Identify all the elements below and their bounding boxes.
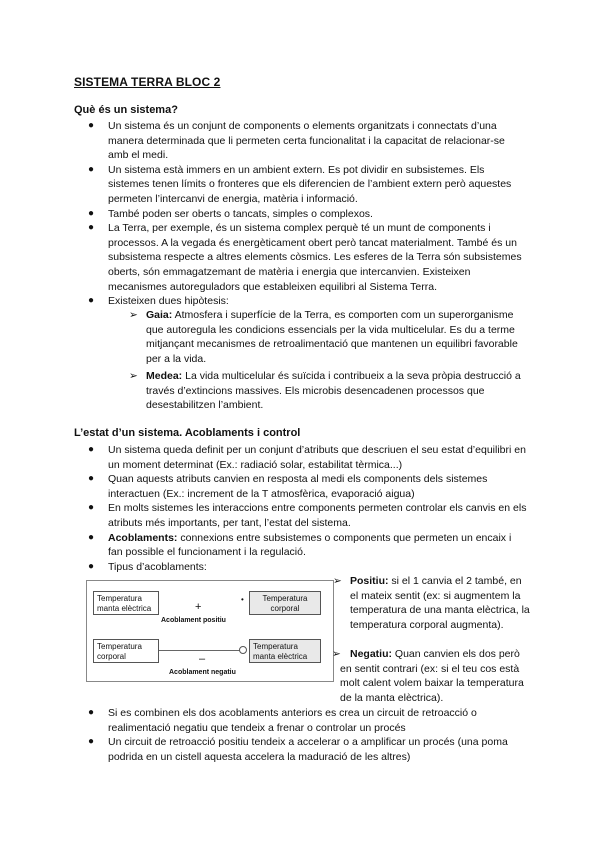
gaia-term: Gaia: [146,309,173,321]
arrow-dot-icon: • [241,595,244,604]
coupling-diagram [86,580,334,682]
list-item [88,560,528,575]
list-item: ● Un sistema queda definit per un conjunt d’atributs que descriuen el seu estat d’equilibri en un moment determinat (Ex.: radiació solar, estabilitat tèrmica...) [88,444,526,471]
arrow-bullet-icon: ➢ [129,309,138,321]
list-item: ● Si es combinen els dos acoblaments anteriors es crea un circuit de retroacció o realimentació negatiu que tendeix a frenar o controlar un procés [88,707,477,734]
list-item: ● Un circuit de retroacció positiu tendeix a accelerar o a amplificar un procés (una poma podrida en un cistell aquesta accelera la maduració de les altres) [88,736,508,763]
list-item: ● Un sistema és un conjunt de components o elements organitzats i connectats d’una manera determinada que li permeten certa funcionalitat i la capacitat de relacionar-se amb el medi. [88,120,505,162]
plus-sign: + [195,601,202,613]
acoblaments-term: Acoblaments: [108,531,178,544]
list-item [88,531,528,560]
negative-coupling-text [332,647,530,705]
arrow-bullet-icon: ➢ [129,370,138,382]
bullet-icon: ● [88,163,95,175]
negatiu-term: Negatiu: [350,648,392,660]
document-title: SISTEMA TERRA BLOC 2 [74,75,221,89]
bullet-icon: ● [88,707,95,718]
minus-sign: – [199,653,206,665]
section-heading-state: L’estat d’un sistema. Acoblaments i control [74,427,301,439]
system-bullet-list [88,119,528,309]
section-heading-system: Què és un sistema? [74,104,178,116]
bullet-icon: ● [88,560,95,572]
diagram-box-body-temp-2: Temperatura corporal [93,639,159,663]
list-item: ● La Terra, per exemple, és un sistema complex perquè té un munt de components i processos. A la vegada és energèticament obert però tancat materialment. També és un subsistema respecte a altres elements còsmics. Les esferes de la Terra són subsistemes oberts, són emmagatzemant de matèria i energia que intercanvien. Existeixen mecanismes autoreguladors que estableixen equilibri al Sistema Terra. [88,222,522,293]
connector-line [159,650,243,651]
negative-coupling-label: Acoblament negatiu [169,669,236,676]
list-item: ● En molts sistemes les interaccions entre components permeten controlar els canvis en els atributs més importants, per tant, l’estat del sistema. [88,502,527,529]
bullet-icon: ● [88,120,95,131]
tipus-label: Tipus d’acoblaments: [108,560,207,573]
bullet-icon: ● [88,222,95,234]
state-bullet-list [88,443,528,574]
diagram-box-blanket-temp: Temperatura manta elèctrica [93,591,159,615]
bullet-icon: ● [88,207,95,219]
medea-hypothesis [129,369,526,413]
positiu-description: si el 1 canvia el 2 també, en el mateix sentit (ex: si augmentem la temperatura de una manta elèctrica, la temperatura corporal augmenta). [350,575,530,631]
positive-coupling-label: Acoblament positiu [161,617,226,624]
gaia-hypothesis [129,308,526,366]
acoblaments-description: connexions entre subsistemes o components que permeten un encaix i fan possible el funcionament i la regulació. [108,531,512,559]
list-item: ● Existeixen dues hipòtesis: [88,295,229,308]
list-item: ● Quan aquests atributs canvien en resposta al medi els components dels sistemes interactuen (Ex.: increment de la T atmosfèrica, evaporació aigua) [88,473,488,500]
diagram-box-blanket-temp-2: Temperatura manta elèctrica [249,639,321,663]
list-item: ● També poden ser oberts o tancats, simples o complexos. [88,207,373,220]
medea-term: Medea: [146,370,183,382]
feedback-bullet-list [88,706,528,764]
arrow-bullet-icon: ➢ [332,648,341,660]
positiu-term: Positiu: [350,575,389,587]
bullet-icon: ● [88,502,95,514]
diagram-box-body-temp: Temperatura corporal [249,591,321,615]
circle-end-icon [239,646,247,654]
arrow-bullet-icon: ➢ [333,575,342,587]
bullet-icon: ● [88,295,95,307]
bullet-icon: ● [88,736,95,748]
bullet-icon: ● [88,473,95,485]
medea-description: La vida multicelular és suïcida i contribueix a la seva pròpia destrucció a través d’extincions massives. Els microbis desencadenen processos que desestabilitzen l’ambient. [146,370,521,412]
gaia-description: Atmosfera i superfície de la Terra, es comporten com un superorganisme que autoregula les condicions essencials per la vida multicelular. Es du a terme mitjançant mecanismes de retroalimentació que mantenen un equilibri favorable per a la vida. [146,309,518,365]
negatiu-description: Quan canvien els dos però en sentit contrari (ex: si el teu cos està molt calent volem baixar la temperatura de la manta elèctrica). [340,648,524,704]
bullet-icon: ● [88,531,95,543]
positive-coupling-text [333,574,530,632]
list-item: ● Un sistema està immers en un ambient extern. Es pot dividir en subsistemes. Els sistemes tenen límits o fronteres que els diferencien de l’ambient extern però aquestes permeten l’intercanvi de energia, matèria i informació. [88,163,512,205]
bullet-icon: ● [88,444,95,455]
